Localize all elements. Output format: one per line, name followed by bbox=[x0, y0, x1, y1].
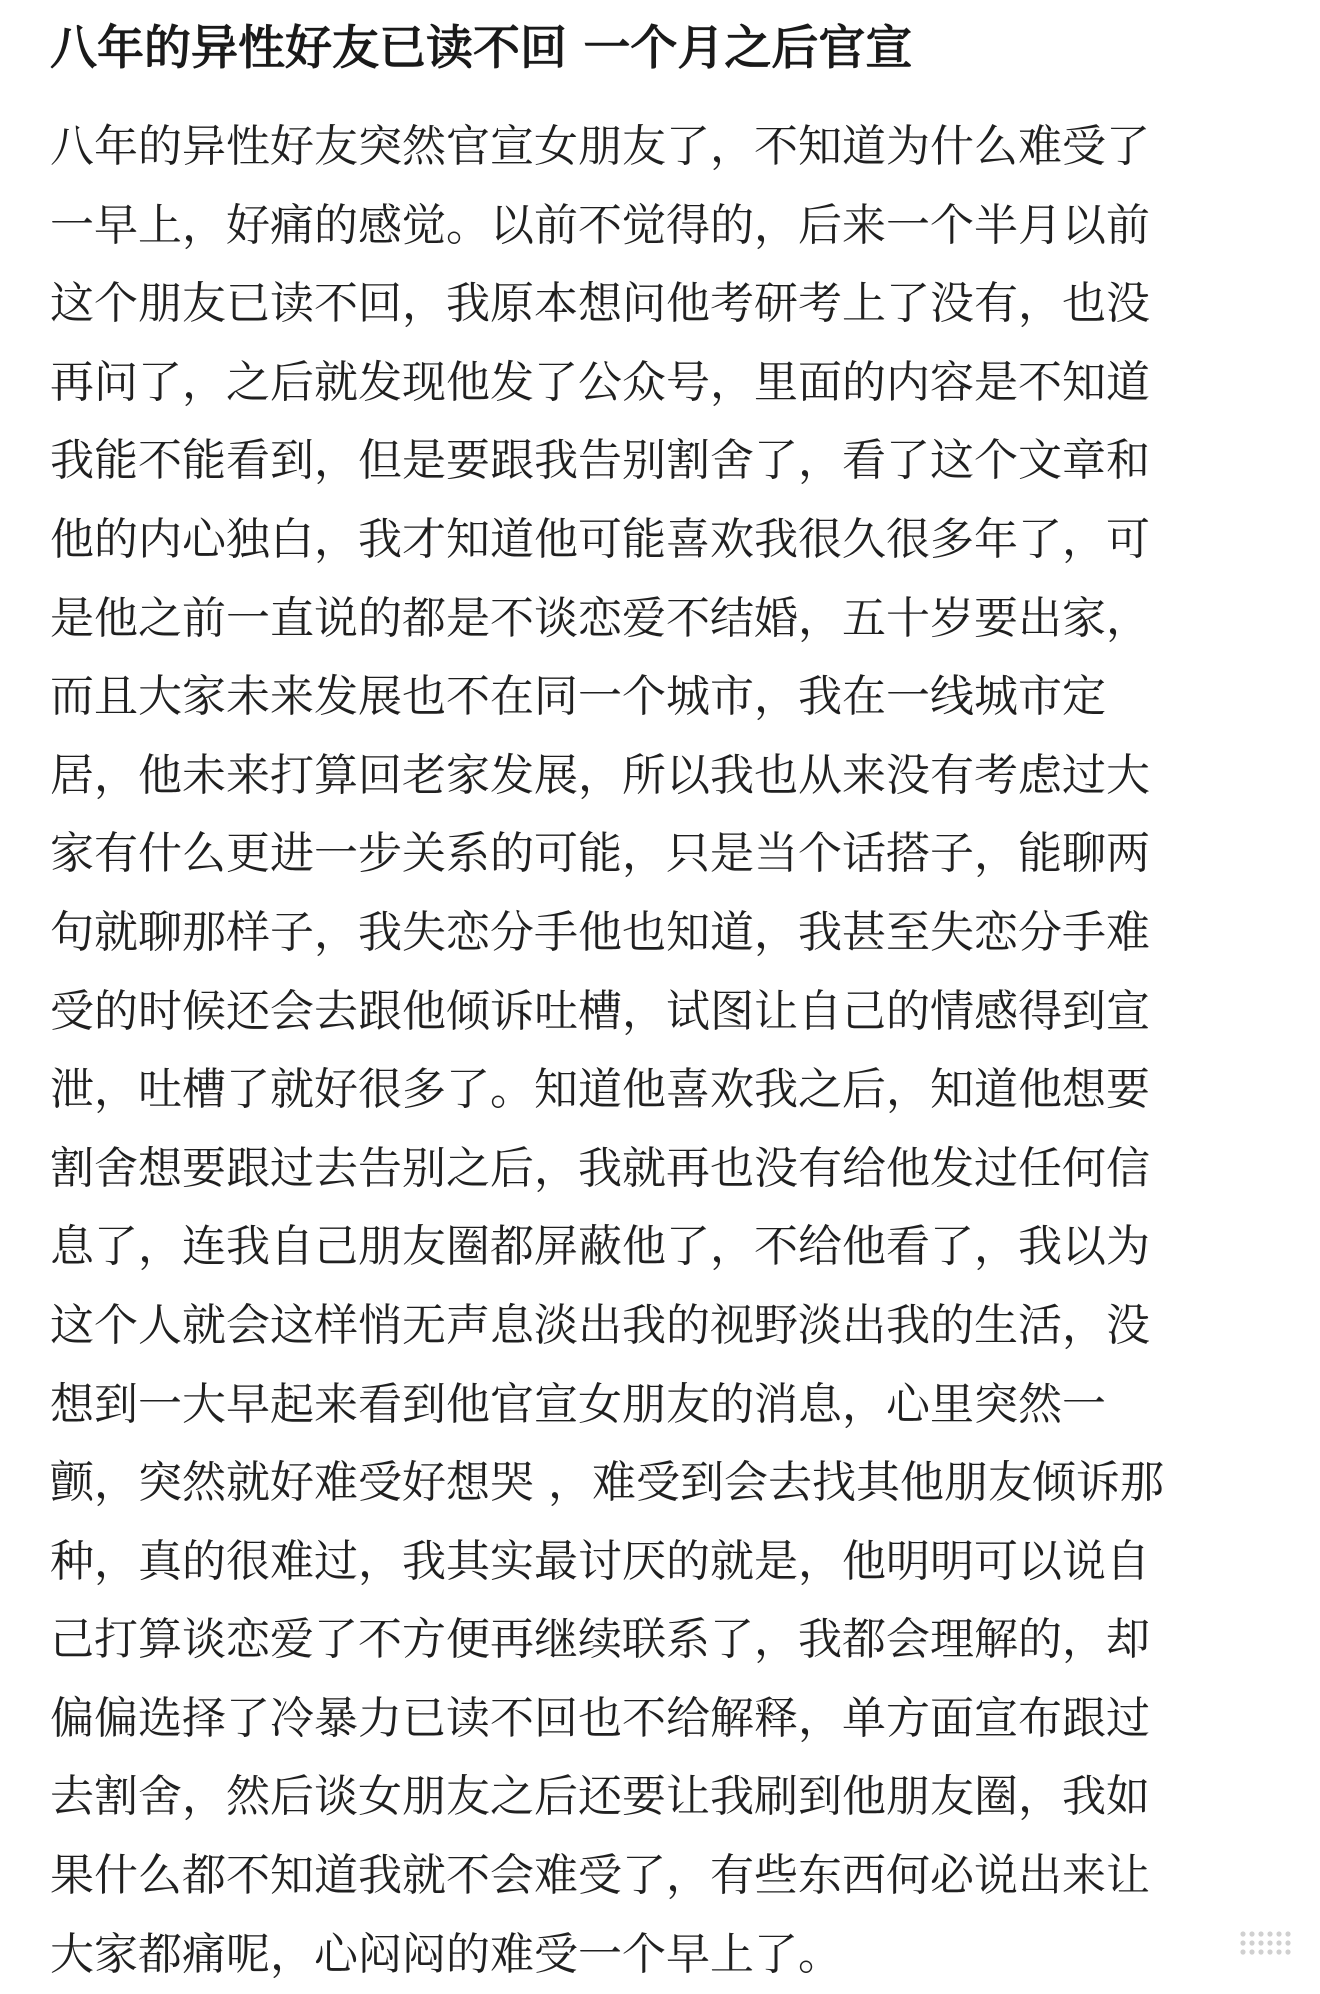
post-body-line: 割舍想要跟过去告别之后，我就再也没有给他发过任何信 bbox=[50, 1142, 1150, 1194]
post-body-line: 家有什么更进一步关系的可能，只是当个话搭子，能聊两 bbox=[50, 828, 1150, 880]
post-body-line: 种，真的很难过，我其实最讨厌的就是，他明明可以说自 bbox=[50, 1535, 1150, 1587]
post-body-line: 大家都痛呢，心闷闷的难受一个早上了。 bbox=[50, 1928, 842, 1980]
post-body-line: 他的内心独白，我才知道他可能喜欢我很久很多年了，可 bbox=[50, 513, 1150, 565]
post-body-line: 果什么都不知道我就不会难受了，有些东西何必说出来让 bbox=[50, 1850, 1150, 1902]
post-body-line: 我能不能看到，但是要跟我告别割舍了，看了这个文章和 bbox=[50, 435, 1150, 487]
post-body-line: 受的时候还会去跟他倾诉吐槽，试图让自己的情感得到宣 bbox=[50, 985, 1150, 1037]
post-body-line: 想到一大早起来看到他官宣女朋友的消息，心里突然一 bbox=[50, 1378, 1106, 1430]
post-title: 八年的异性好友已读不回 一个月之后官宣 bbox=[50, 21, 913, 76]
post-body-line: 泄，吐槽了就好很多了。知道他喜欢我之后，知道他想要 bbox=[50, 1064, 1150, 1116]
post-body-line: 己打算谈恋爱了不方便再继续联系了，我都会理解的，却 bbox=[50, 1614, 1150, 1666]
post-body-line: 而且大家未来发展也不在同一个城市，我在一线城市定 bbox=[50, 671, 1106, 723]
post-body-line: 句就聊那样子，我失恋分手他也知道，我甚至失恋分手难 bbox=[50, 906, 1150, 958]
post-body-line: 八年的异性好友突然官宣女朋友了，不知道为什么难受了 bbox=[50, 121, 1150, 172]
post-body-line: 息了，连我自己朋友圈都屏蔽他了，不给他看了，我以为 bbox=[50, 1221, 1150, 1273]
post-body bbox=[50, 108, 1290, 1994]
post-body-line: 这个朋友已读不回，我原本想问他考研考上了没有，也没 bbox=[50, 278, 1150, 330]
post-body-line: 一早上，好痛的感觉。以前不觉得的，后来一个半月以前 bbox=[50, 199, 1150, 251]
post-body-line: 再问了，之后就发现他发了公众号，里面的内容是不知道 bbox=[50, 356, 1150, 408]
post-body-line: 这个人就会这样悄无声息淡出我的视野淡出我的生活，没 bbox=[50, 1299, 1150, 1351]
post-body-line: 偏偏选择了冷暴力已读不回也不给解释，单方面宣布跟过 bbox=[50, 1692, 1150, 1744]
post-body-line: 去割舍，然后谈女朋友之后还要让我刷到他朋友圈，我如 bbox=[50, 1771, 1150, 1823]
post-body-line: 颤，突然就好难受好想哭 ，难受到会去找其他朋友倾诉那 bbox=[50, 1457, 1164, 1509]
dots-watermark-icon bbox=[1238, 1929, 1294, 1957]
post-body-line: 是他之前一直说的都是不谈恋爱不结婚，五十岁要出家， bbox=[50, 592, 1150, 644]
post-body-line: 居，他未来打算回老家发展，所以我也从来没有考虑过大 bbox=[50, 749, 1150, 801]
